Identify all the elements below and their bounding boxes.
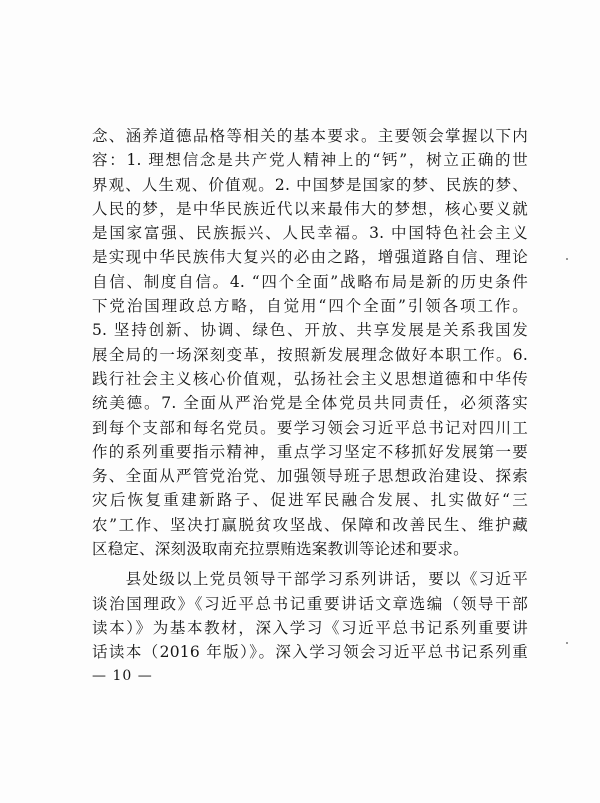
page-number: — 10 — [92, 668, 153, 684]
text-line: 务、全面从严管党治党、加强领导班子思想政治建设、探索 [92, 467, 528, 486]
scan-speck [566, 258, 568, 260]
text-line: 界观、人生观、价值观。2. 中国梦是国家的梦、民族的梦、 [92, 175, 528, 194]
text-line: 灾后恢复重建新路子、促进军民融合发展、扎实做好“三 [92, 491, 528, 510]
text-line: 到每个支部和每名党员。要学习领会习近平总书记对四川工 [92, 418, 528, 437]
paragraph-1 [92, 124, 528, 561]
text-line: 是实现中华民族伟大复兴的必由之路，增强道路自信、理论 [92, 248, 528, 267]
text-line: 展全局的一场深刻变革，按照新发展理念做好本职工作。6. [92, 345, 528, 364]
text-line: 县处级以上党员领导干部学习系列讲话，要以《习近平 [92, 570, 528, 589]
paragraph-2 [92, 567, 528, 664]
text-line: 践行社会主义核心价值观，弘扬社会主义思想道德和中华传 [92, 369, 528, 388]
document-body [92, 124, 528, 665]
scan-speck [566, 642, 568, 644]
text-line: 5. 坚持创新、协调、绿色、开放、共享发展是关系我国发 [92, 321, 528, 340]
text-line: 是国家富强、民族振兴、人民幸福。3. 中国特色社会主义 [92, 224, 528, 243]
text-line: 人民的梦，是中华民族近代以来最伟大的梦想，核心要义就 [92, 199, 528, 218]
text-line: 下党治国理政总方略，自觉用“四个全面”引领各项工作。 [92, 297, 528, 316]
text-line: 区稳定、深刻汲取南充拉票贿选案教训等论述和要求。 [92, 540, 469, 559]
text-line: 话读本（2016 年版）》。深入学习领会习近平总书记系列重 [92, 643, 528, 662]
text-line: 统美德。7. 全面从严治党是全体党员共同责任，必须落实 [92, 394, 528, 413]
text-line: 容：1. 理想信念是共产党人精神上的“钙”，树立正确的世 [92, 151, 528, 170]
text-line: 读本）》为基本教材，深入学习《习近平总书记系列重要讲 [92, 618, 528, 637]
text-line: 谈治国理政》《习近平总书记重要讲话文章选编（领导干部 [92, 594, 528, 613]
text-line: 作的系列重要指示精神，重点学习坚定不移抓好发展第一要 [92, 442, 528, 461]
text-line: 念、涵养道德品格等相关的基本要求。主要领会掌握以下内 [92, 127, 528, 145]
text-line: 农”工作、坚决打赢脱贫攻坚战、保障和改善民生、维护藏 [92, 515, 528, 534]
text-line: 自信、制度自信。4. “四个全面”战略布局是新的历史条件 [92, 272, 528, 291]
